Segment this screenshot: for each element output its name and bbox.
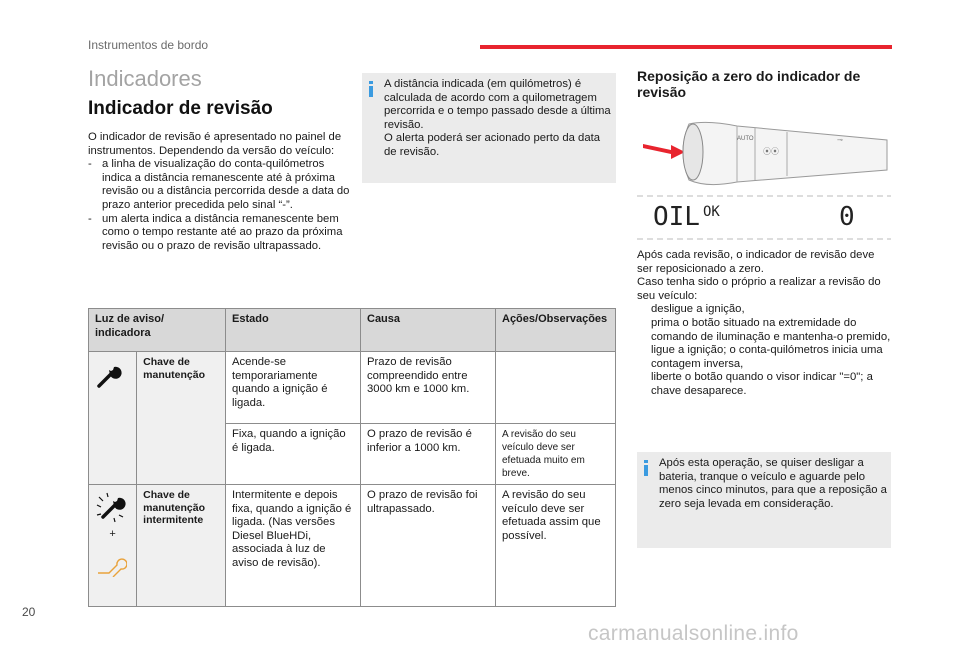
state-cell: Fixa, quando a ignição é ligada. [226, 424, 361, 485]
warning-light-table [88, 308, 616, 607]
intro-bullet [88, 213, 350, 254]
icon-cell [89, 352, 137, 485]
bullet-dash: - [88, 212, 92, 225]
action-cell: A revisão do seu veículo deve ser efetuada assim que possível. [496, 485, 616, 607]
procedure-paragraph: Após cada revisão, o indicador de revisão deve ser reposicionado a zero. [637, 249, 875, 275]
orange-wrench-icon [95, 555, 127, 577]
header-accent-bar [480, 45, 892, 49]
cause-cell: Prazo de revisão compreendido entre 3000 km e 1000 km. [361, 352, 496, 424]
procedure-paragraph: Caso tenha sido o próprio a realizar a revisão do seu veículo: [637, 276, 881, 302]
info-icon [368, 81, 374, 97]
table-row [89, 352, 616, 424]
intro-paragraph: O indicador de revisão é apresentado no painel de instrumentos. Dependendo da versão do veículo: [88, 131, 342, 157]
display-oil-text: OIL [653, 202, 700, 232]
warning-name: Chave de manutenção [137, 352, 226, 485]
cause-cell: O prazo de revisão foi ultrapassado. [361, 485, 496, 607]
procedure-step [637, 344, 893, 371]
procedure-step [637, 317, 893, 344]
icon-cell [89, 485, 137, 607]
wrench-icon [95, 362, 125, 390]
bullet-text: um alerta indica a distância remanescente bem como o tempo restante até ao prazo da próxima revisão ou o prazo de revisão ultrapassado. [102, 212, 343, 252]
state-cell: Intermitente e depois fixa, quando a ignição é ligada. (Nas versões Diesel BlueHDi, associada à luz de aviso de revisão). [226, 485, 361, 607]
table-row [89, 485, 616, 607]
display-ok-text: OK [703, 204, 720, 220]
header-title: Instrumentos de bordo [88, 38, 209, 52]
state-cell: Acende-se temporariamente quando a ignição é ligada. [226, 352, 361, 424]
step-text: ligue a ignição; o conta-quilómetros inicia uma contagem inversa, [651, 344, 883, 370]
info-text: Após esta operação, se quiser desligar a bateria, tranque o veículo e aguarde pelo menos cinco minutos, para que a reposição a zero seja levada em consideração. [659, 457, 887, 510]
display-zero-text: 0 [839, 202, 855, 232]
step-text: prima o botão situado na extremidade do comando de iluminação e mantenha-o premido, [651, 316, 891, 343]
info-text [384, 78, 612, 160]
svg-text:⊸: ⊸ [837, 137, 843, 144]
warning-name: Chave de manutenção intermitente [137, 485, 226, 607]
column-header: Estado [226, 309, 361, 352]
step-text: liberte o botão quando o visor indicar "=0"; a chave desaparece. [651, 371, 873, 397]
bullet-text: a linha de visualização do conta-quilómetros indica a distância remanescente até à próxima revisão ou a distância percorrida desde a data do prazo anterior precedida pelo sinal “-”. [102, 158, 350, 211]
red-arrow-icon [643, 144, 685, 159]
intro-text-block [88, 131, 350, 253]
info-text-line: A distância indicada (em quilómetros) é calculada de acordo com a quilometragem percorrida e o tempo passado desde a última revisão. [384, 78, 611, 131]
action-cell: A revisão do seu veículo deve ser efetuada muito em breve. [496, 424, 616, 485]
procedure-step [637, 371, 893, 398]
action-cell [496, 352, 616, 424]
reset-procedure [637, 249, 893, 399]
intro-bullet [88, 158, 350, 212]
info-text-line: O alerta poderá ser acionado perto da data de revisão. [384, 132, 601, 158]
table-header-row [89, 309, 616, 352]
info-icon [643, 460, 649, 476]
info-box-battery [637, 452, 891, 548]
flashing-wrench-icon [95, 491, 127, 525]
plus-sign: + [109, 527, 116, 540]
section-title: Indicadores [88, 66, 202, 91]
step-text: desligue a ignição, [651, 303, 745, 316]
svg-text:AUTO: AUTO [737, 136, 754, 142]
bullet-dash: - [88, 158, 92, 171]
page-number: 20 [22, 605, 36, 619]
column-header: Causa [361, 309, 496, 352]
reset-figure [637, 112, 891, 242]
reset-title: Reposição a zero do indicador de revisão [637, 68, 861, 100]
info-box-distance [362, 73, 616, 183]
procedure-step [637, 303, 893, 317]
cause-cell: O prazo de revisão é inferior a 1000 km. [361, 424, 496, 485]
column-header: Ações/Observações [496, 309, 616, 352]
svg-text:⦿⦿: ⦿⦿ [763, 147, 779, 156]
subsection-title: Indicador de revisão [88, 98, 273, 119]
watermark: carmanualsonline.info [588, 622, 799, 645]
column-header: Luz de aviso/ indicadora [89, 309, 226, 352]
